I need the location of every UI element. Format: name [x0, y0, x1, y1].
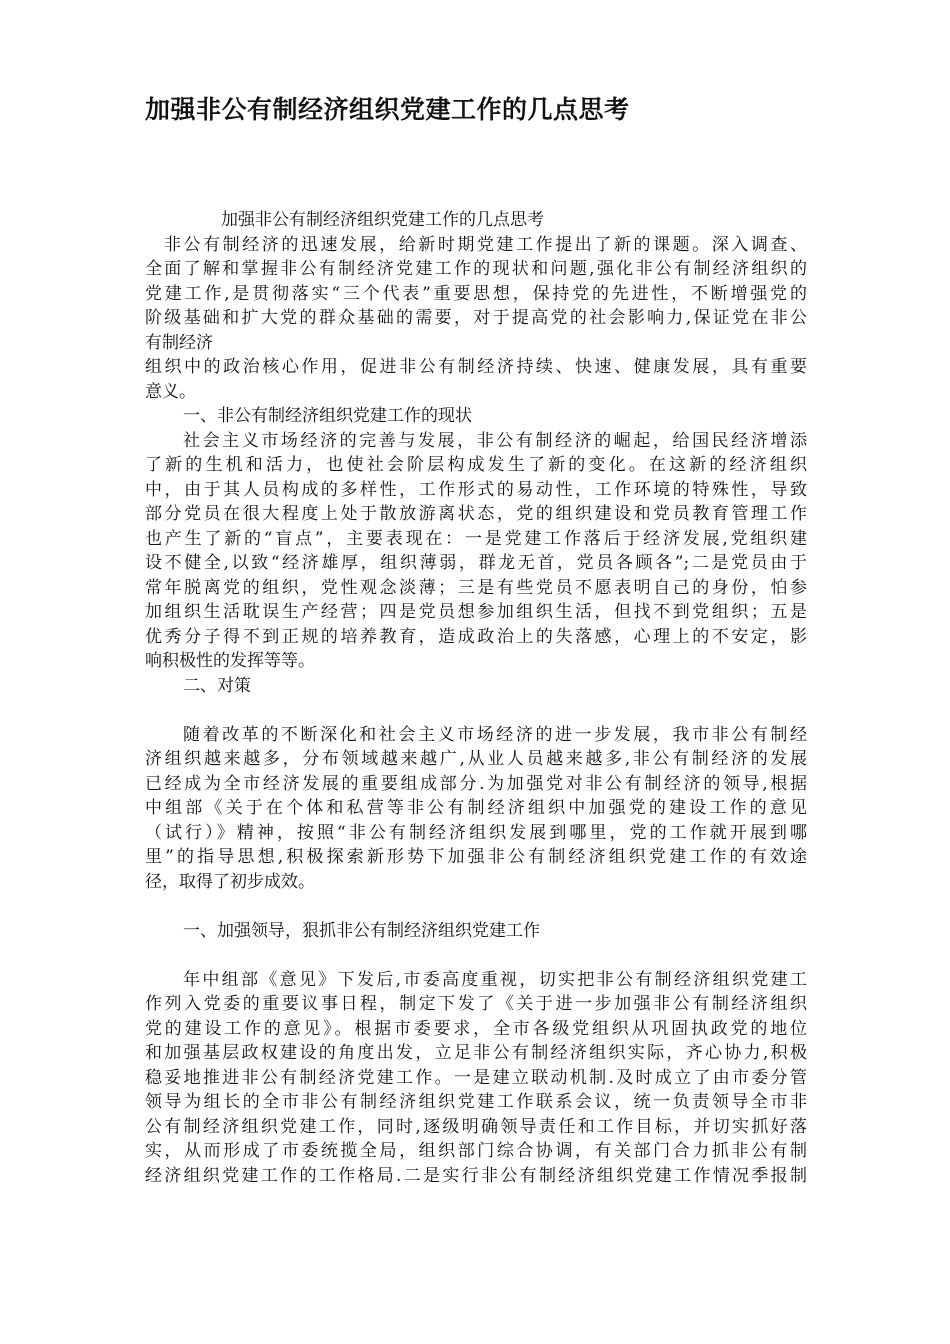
- body-text-line: 有制经济: [145, 332, 213, 353]
- blank-line: [145, 943, 807, 968]
- body-text-line: 了新的生机和活力，也使社会阶层构成发生了新的变化。在这新的经济组织: [145, 455, 807, 475]
- body-text-line: 部分党员在很大程度上处于散放游离状态，党的组织建设和党员教育管理工作: [145, 504, 807, 524]
- body-text-line: 径，取得了初步成效。: [145, 871, 315, 892]
- body-text-line: 一、加强领导，狠抓非公有制经济组织党建工作: [183, 920, 540, 941]
- body-text-line: 也产生了新的“盲点”，主要表现在：一是党建工作落后于经济发展,党组织建: [145, 528, 807, 549]
- blank-line: [145, 894, 807, 919]
- body-text-line: 已经成为全市经济发展的重要组成部分.为加强党对非公有制经济的领导,根据: [145, 773, 807, 794]
- body-text-line: 二、对策: [183, 675, 251, 696]
- body-text-line: 经济组织党建工作的工作格局.二是实行非公有制经济组织党建工作情况季报制: [145, 1165, 807, 1186]
- document-body: [145, 208, 807, 1188]
- body-text-line: 作列入党委的重要议事日程，制定下发了《关于进一步加强非公有制经济组织: [145, 994, 807, 1014]
- body-text-line: 意义。: [145, 381, 196, 402]
- body-text-line: 阶级基础和扩大党的群众基础的需要，对于提高党的社会影响力,保证党在非公: [145, 308, 807, 328]
- body-text-line: 实，从而形成了市委统揽全局，组织部门综合协调，有关部门合力抓非公有制: [145, 1141, 807, 1161]
- body-text-line: 组织中的政治核心作用，促进非公有制经济持续、快速、健康发展，具有重要: [145, 357, 807, 377]
- body-text-line: 优秀分子得不到正规的培养教育，造成政治上的失落感，心理上的不安定，影: [145, 626, 807, 647]
- blank-line: [145, 698, 807, 723]
- body-text-line: 年中组部《意见》下发后,市委高度重视，切实把非公有制经济组织党建工: [183, 969, 807, 990]
- body-text-line: 随着改革的不断深化和社会主义市场经济的进一步发展，我市非公有制经: [183, 724, 807, 745]
- body-text-line: 一、非公有制经济组织党建工作的现状: [183, 406, 472, 426]
- body-text-line: 加强非公有制经济组织党建工作的几点思考: [221, 210, 544, 230]
- body-text-line: 非公有制经济的迅速发展，给新时期党建工作提出了新的课题。深入调查、: [164, 234, 807, 255]
- body-text-line: 领导为组长的全市非公有制经济组织党建工作联系会议，统一负责领导全市非: [145, 1092, 807, 1112]
- body-text-line: 社会主义市场经济的完善与发展，非公有制经济的崛起，给国民经济增添: [183, 430, 807, 451]
- body-text-line: 和加强基层政权建设的角度出发，立足非公有制经济组织实际，齐心协力,积极: [145, 1043, 807, 1063]
- body-text-line: 中组部《关于在个体和私营等非公有制经济组织中加强党的建设工作的意见: [145, 798, 807, 818]
- body-text-line: 党的建设工作的意见》。根据市委要求，全市各级党组织从巩固执政党的地位: [145, 1018, 807, 1039]
- body-text-line: 全面了解和掌握非公有制经济党建工作的现状和问题,强化非公有制经济组织的: [145, 259, 807, 279]
- body-text-line: （试行）》精神，按照“非公有制经济组织发展到哪里，党的工作就开展到哪: [145, 822, 807, 843]
- body-text-line: 常年脱离党的组织，党性观念淡薄；三是有些党员不愿表明自己的身份，怕参: [145, 577, 807, 598]
- body-text-line: 稳妥地推进非公有制经济党建工作。一是建立联动机制.及时成立了由市委分管: [145, 1067, 807, 1088]
- body-text-line: 里”的指导思想,积极探索新形势下加强非公有制经济组织党建工作的有效途: [145, 847, 807, 867]
- body-text-line: 设不健全,以致“经济雄厚，组织薄弱，群龙无首，党员各顾各”;二是党员由于: [145, 553, 807, 573]
- body-text-line: 中，由于其人员构成的多样性，工作形式的易动性，工作环境的特殊性，导致: [145, 479, 807, 500]
- body-text-line: 党建工作,是贯彻落实“三个代表”重要思想，保持党的先进性，不断增强党的: [145, 283, 807, 304]
- document-title: 加强非公有制经济组织党建工作的几点思考: [145, 95, 630, 124]
- body-text-line: 公有制经济组织党建工作，同时,逐级明确领导责任和工作目标，并切实抓好落: [145, 1116, 807, 1137]
- body-text-line: 济组织越来越多，分布领域越来越广,从业人员越来越多,非公有制经济的发展: [145, 749, 807, 769]
- body-text-line: 响积极性的发挥等等。: [145, 651, 315, 671]
- body-text-line: 加组织生活耽误生产经营；四是党员想参加组织生活，但找不到党组织；五是: [145, 602, 807, 622]
